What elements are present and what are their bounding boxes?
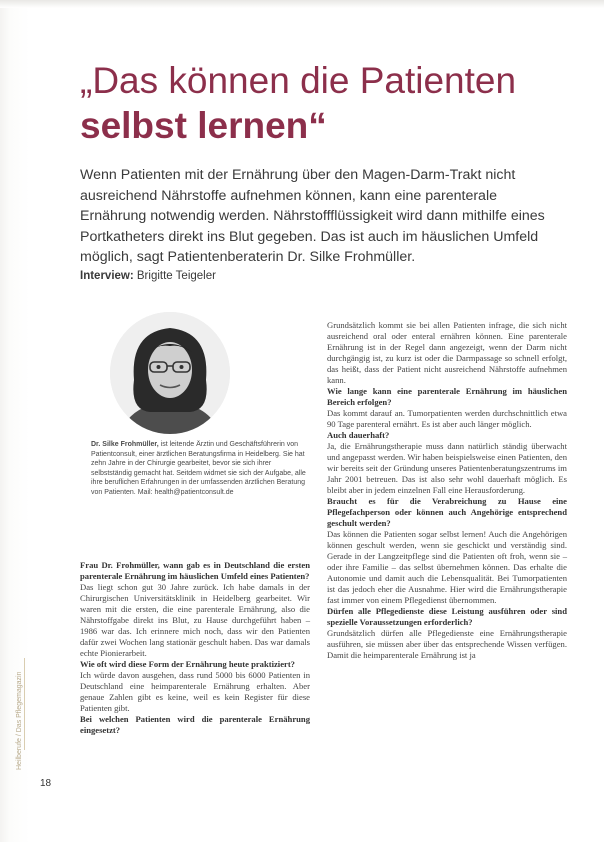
caption-name: Dr. Silke Frohmüller, [91,441,159,448]
left-paragraph-2: Das liegt schon gut 30 Jahre zurück. Ich habe damals in der Chirurgischen Universitätsklinik in Heidelberg gearbeitet. Wir waren mit die ersten, die eine parenterale Ernährung, also die Nährstoffgabe direkt ins Blut, zu Hause durchgeführt haben – 1986 war das. Ich erinnere mich noch, dass wir den Patienten dafür zwei Wochen lang stationär geschult haben. Das war damals echte Pionierarbeit. [80,582,310,658]
margin-rule [24,658,25,750]
left-text-column [80,560,310,736]
page-number: 18 [40,778,52,789]
right-paragraph-9: Grundsätzlich dürfen alle Pflegedienste eine Ernährungstherapie ausführen, sie müssen aber über das entsprechende Wissen verfügen. Damit die heimparenterale Ernährung ist ja [327,628,567,660]
title-line-2: selbst lernen“ [80,105,327,146]
portrait-photo [110,312,230,434]
left-paragraph-5: Bei welchen Patienten wird die parenterale Ernährung eingesetzt? [80,714,310,735]
right-paragraph-4: Auch dauerhaft? [327,430,390,440]
left-paragraph-4: Ich würde davon ausgehen, dass rund 5000 bis 6000 Patienten in Deutschland eine heimparenterale Ernährung erhalten. Aber genaue Zahlen gibt es keine, weil es kein Register für diese Patienten gibt. [80,670,310,713]
article-title [80,58,516,148]
title-line-1: „Das können die Patienten [80,60,517,101]
caption-text: ist leitende Ärztin und Geschäftsführerin von Patientconsult, einer ärztlichen Beratungsfirma in Heidelberg. Sie hat zehn Jahre in der Chirurgie gearbeitet, bevor sie sich ihrer selbstständig gemacht hat. Seitdem widmet sie sich der Aufgabe, alle ihre beruflichen Erfahrungen in der umfassenden ärztlichen Beratung von Patienten. [91,441,306,496]
right-paragraph-7: Das können die Patienten sogar selbst lernen! Auch die Angehörigen können geschult werden, wenn sie geschickt und verständig sind. Gerade in der Langzeitpflege sind die Patienten oft froh, wenn sie – oder ihre Familie – das selbst übernehmen können. Das erhalte die Autonomie und damit auch die Lebensqualität. Bei Tumorpatienten ist das jedoch eher die Ausnahme. Hier wird die Ernährungstherapie fast immer von einem Pflegedienst übernommen. [327,529,567,605]
left-paragraph-1: Frau Dr. Frohmüller, wann gab es in Deutschland die ersten parenterale Ernährung im häuslichen Umfeld eines Patienten? [80,560,310,581]
right-paragraph-5: Ja, die Ernährungstherapie muss dann natürlich ständig überwacht und angepasst werden. Wir haben beispielsweise einen Patienten, den wir bereits seit der Gründung unseres Patientenberatungszentrums im Jahr 2001 betreuen. Das ist also sehr wohl dauerhaft möglich. Es bleibt aber in jedem einzelnen Fall eine Herausforderung. [327,441,567,495]
portrait-illustration [110,312,230,434]
byline-author: Brigitte Teigeler [136,270,216,282]
right-paragraph-6: Braucht es für die Verabreichung zu Hause eine Pflegefachperson oder können auch Angehörige entsprechend geschult werden? [327,496,567,528]
margin-magazine-name: Heilberufe / Das Pflegemagazin [16,671,23,770]
right-paragraph-3: Das kommt darauf an. Tumorpatienten werden durchschnittlich etwa 90 Tage parenteral ernährt. Es ist aber auch länger möglich. [327,408,567,429]
right-paragraph-2: Wie lange kann eine parenterale Ernährung im häuslichen Bereich erfolgen? [327,386,567,407]
right-paragraph-1: Grundsätzlich kommt sie bei allen Patienten infrage, die sich nicht ausreichend oral oder enteral ernähren können. Eine parenterale Ernährung ist in der Regel dann angezeigt, wenn der Darm nicht durchgängig ist, zu kurz ist oder die Darmpassage so schnell erfolgt, das heißt, dass der Patient nicht ausreichend Nährstoffe aufnehmen kann. [327,320,567,385]
photo-caption [91,440,306,498]
scan-edge [0,0,604,8]
caption-email: Mail: health@patientconsult.de [137,488,234,496]
left-paragraph-3: Wie oft wird diese Form der Ernährung heute praktiziert? [80,659,295,669]
right-text-column [327,320,567,661]
right-paragraph-8: Dürfen alle Pflegedienste diese Leistung ausführen oder sind spezielle Voraussetzungen erforderlich? [327,606,567,627]
byline-label: Interview: [80,270,134,282]
byline [80,270,216,282]
lead-paragraph: Wenn Patienten mit der Ernährung über den Magen-Darm-Trakt nicht ausreichend Nährstoffe aufnehmen können, kann eine parenterale Ernährung notwendig werden. Nährstoffflüssigkeit wird dann mithilfe eines Portkatheters direkt ins Blut gegeben. Das ist auch im häuslichen Umfeld möglich, sagt Patientenberaterin Dr. Silke Frohmüller. [80,167,545,265]
